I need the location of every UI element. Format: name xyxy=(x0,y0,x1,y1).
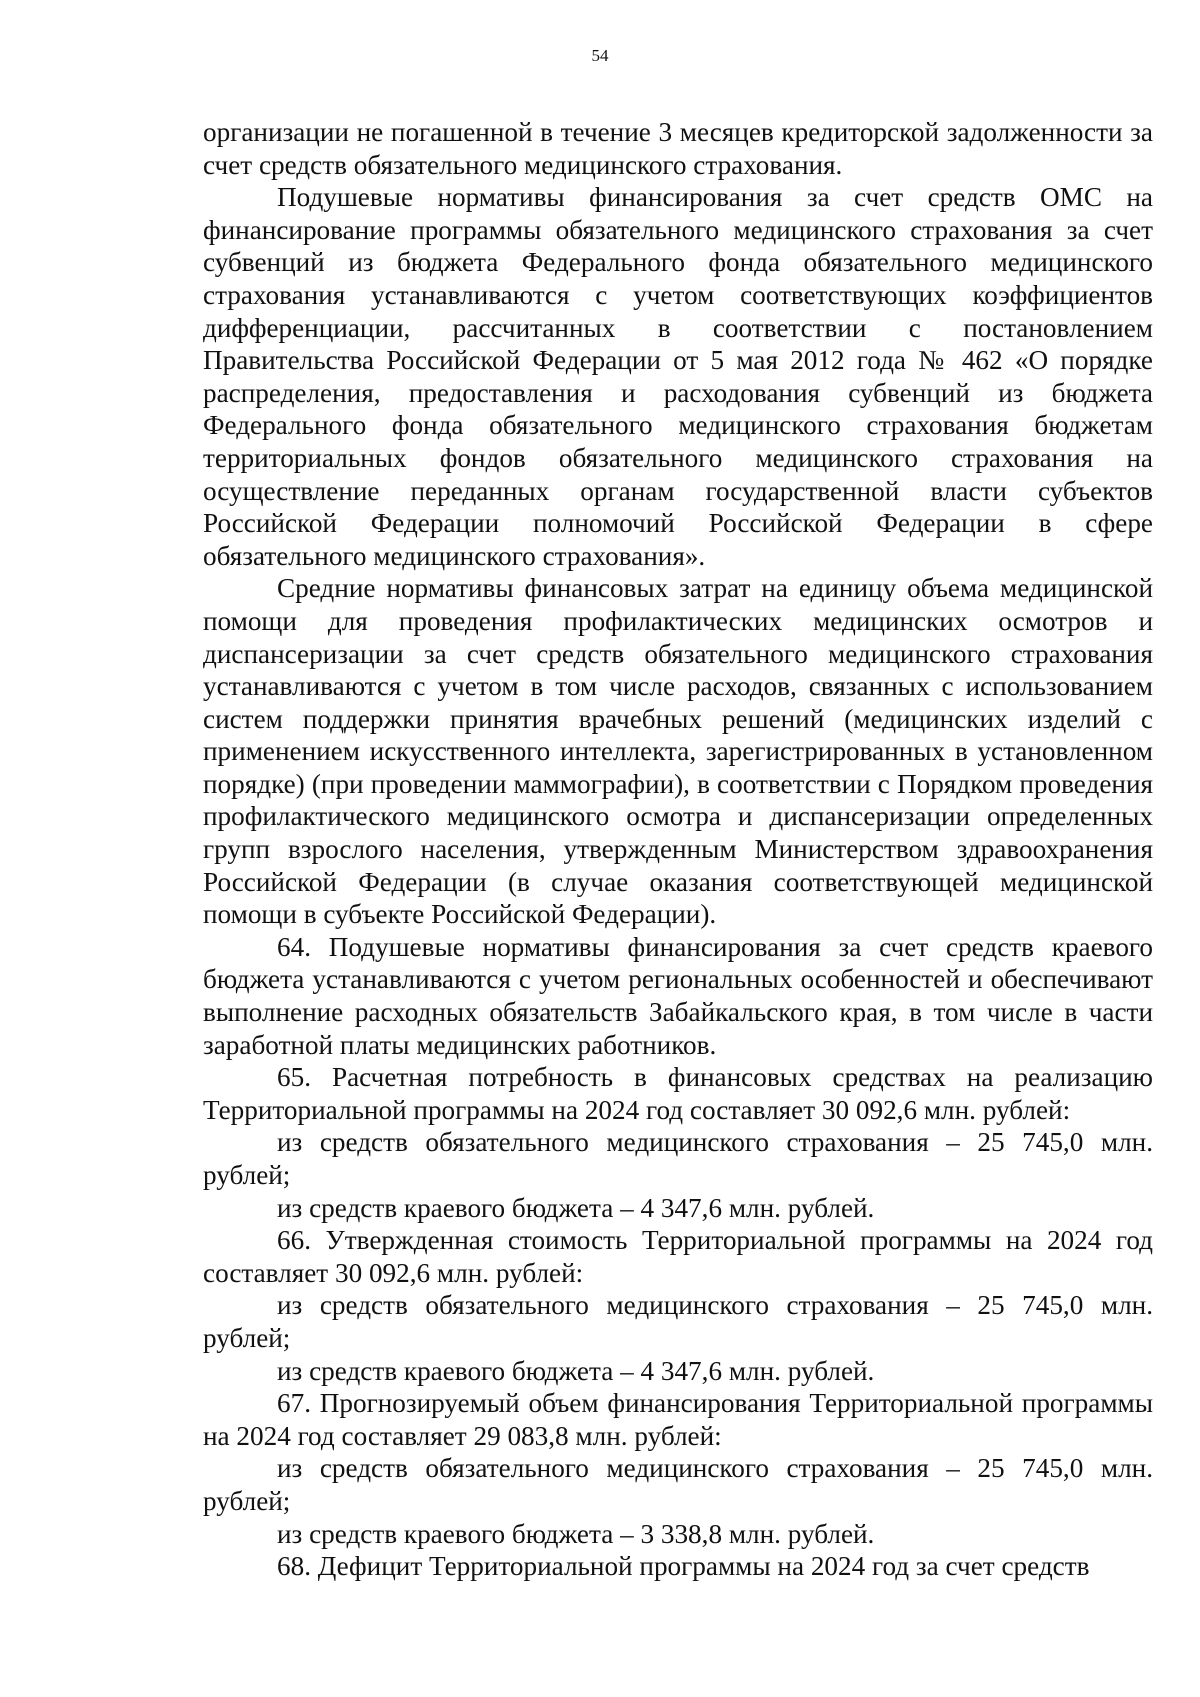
paragraph-item-67-regional: из средств краевого бюджета – 3 338,8 млн. рублей. xyxy=(277,1518,875,1549)
page-number: 54 xyxy=(591,46,609,65)
paragraph-item-66: 66. Утвержденная стоимость Территориальной программы на 2024 год составляет 30 092,6 млн. рублей: xyxy=(203,1225,1153,1288)
document-body xyxy=(203,116,1153,1583)
paragraph-item-65: 65. Расчетная потребность в финансовых средствах на реализацию Территориальной программы на 2024 год составляет 30 092,6 млн. рублей: xyxy=(203,1062,1153,1125)
paragraph-average-cost-standards: Средние нормативы финансовых затрат на единицу объема медицинской помощи для проведения профилактических медицинских осмотров и диспансеризации за счет средств обязательного медицинского страхования устанавливаются с учетом в том числе расходов, связанных с использованием систем поддержки принятия врачебных решений (медицинских изделий с применением искусственного интеллекта, зарегистрированных в установленном порядке) (при проведении маммографии), в соответствии с Порядком проведения профилактического медицинского осмотра и диспансеризации определенных групп взрослого населения, утвержденным Министерством здравоохранения Российской Федерации (в случае оказания соответствующей медицинской помощи в субъекте Российской Федерации). xyxy=(203,573,1153,930)
paragraph-item-66-regional: из средств краевого бюджета – 4 347,6 млн. рублей. xyxy=(277,1355,875,1386)
paragraph-item-65-regional: из средств краевого бюджета – 4 347,6 млн. рублей. xyxy=(277,1192,875,1223)
paragraph-per-capita-oms: Подушевые нормативы финансирования за счет средств ОМС на финансирование программы обязательного медицинского страхования за счет субвенций из бюджета Федерального фонда обязательного медицинского страхования устанавливаются с учетом соответствующих коэффициентов дифференциации, рассчитанных в соответствии с постановлением Правительства Российской Федерации от 5 мая 2012 года № 462 «О порядке распределения, предоставления и расходования субвенций из бюджета Федерального фонда обязательного медицинского страхования бюджетам территориальных фондов обязательного медицинского страхования на осуществление переданных органам государственной власти субъектов Российской Федерации полномочий Российской Федерации в сфере обязательного медицинского страхования». xyxy=(203,182,1153,571)
paragraph-item-64: 64. Подушевые нормативы финансирования за счет средств краевого бюджета устанавливаются с учетом региональных особенностей и обеспечивают выполнение расходных обязательств Забайкальского края, в том числе в части заработной платы медицинских работников. xyxy=(203,931,1153,1060)
paragraph-continuation: организации не погашенной в течение 3 месяцев кредиторской задолженности за счет средств обязательного медицинского страхования. xyxy=(203,117,1153,180)
paragraph-item-68: 68. Дефицит Территориальной программы на 2024 год за счет средств xyxy=(277,1551,1090,1582)
paragraph-item-65-oms: из средств обязательного медицинского страхования – 25 745,0 млн. рублей; xyxy=(203,1127,1153,1190)
paragraph-item-66-oms: из средств обязательного медицинского страхования – 25 745,0 млн. рублей; xyxy=(203,1290,1153,1353)
paragraph-item-67-oms: из средств обязательного медицинского страхования – 25 745,0 млн. рублей; xyxy=(203,1453,1153,1516)
paragraph-item-67: 67. Прогнозируемый объем финансирования Территориальной программы на 2024 год составляет 29 083,8 млн. рублей: xyxy=(203,1388,1153,1451)
